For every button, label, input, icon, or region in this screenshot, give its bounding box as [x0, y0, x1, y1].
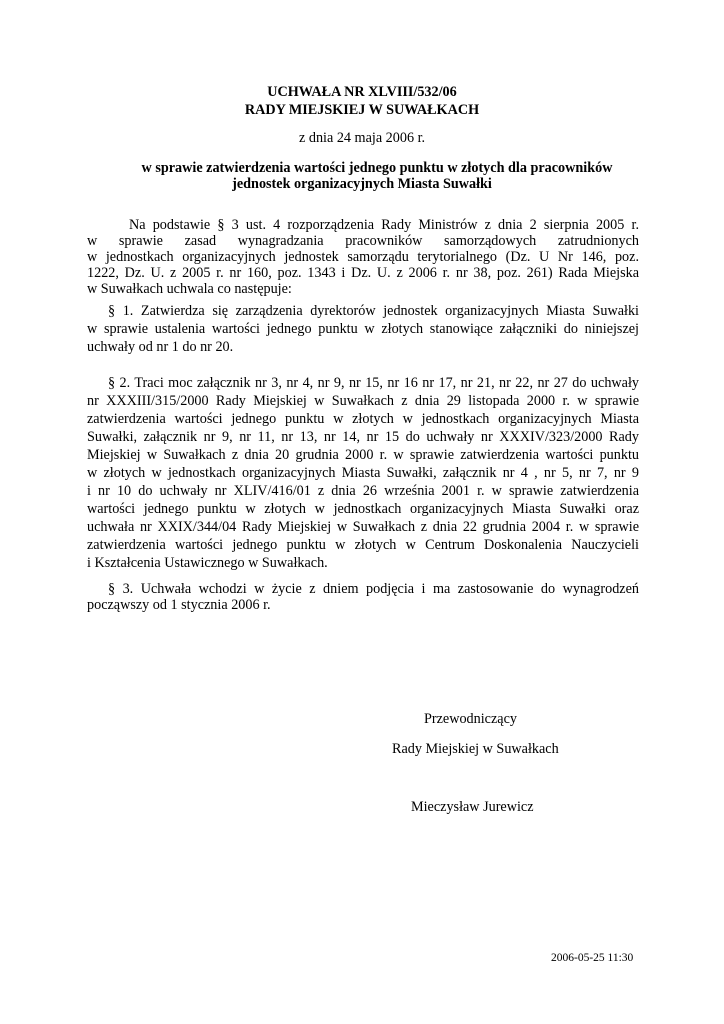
paragraph-2-line: zatwierdzenia wartości jednego punktu w złotych w jednostkach organizacyjnych Miasta	[87, 411, 639, 427]
paragraph-2-line: nr XXXIII/315/2000 Rady Miejskiej w Suwałkach z dnia 29 listopada 2000 r. w sprawie	[87, 393, 639, 409]
paragraph-1-line: w sprawie ustalenia wartości jednego punktu w złotych stanowiące załączniki do niniejszej	[87, 321, 639, 337]
paragraph-2-line: zatwierdzenia wartości jednego punktu w złotych w Centrum Doskonalenia Nauczycieli	[87, 537, 639, 553]
paragraph-2-line: uchwała nr XXIX/344/04 Rady Miejskiej w Suwałkach z dnia 22 grudnia 2004 r. w sprawie	[87, 519, 639, 535]
resolution-date: z dnia 24 maja 2006 r.	[299, 130, 426, 146]
resolution-subject-line1: w sprawie zatwierdzenia wartości jednego punktu w złotych dla pracowników	[141, 160, 613, 176]
resolution-title: UCHWAŁA NR XLVIII/532/06	[267, 84, 457, 100]
footer-timestamp: 2006-05-25 11:30	[551, 952, 634, 964]
preamble-line: w Suwałkach uchwala co następuje:	[87, 281, 292, 297]
paragraph-1-line: uchwały od nr 1 do nr 20.	[87, 339, 234, 355]
paragraph-2-line: Miejskiej w Suwałkach z dnia 20 grudnia 2000 r. w sprawie zatwierdzenia wartości punktu	[87, 447, 639, 463]
signature-role: Przewodniczący	[424, 711, 517, 727]
paragraph-2-line: Suwałki, załącznik nr 9, nr 11, nr 13, nr 14, nr 15 do uchwały nr XXXIV/323/2000 Rady	[87, 429, 639, 445]
paragraph-2-line: i nr 10 do uchwały nr XLIV/416/01 z dnia 26 września 2001 r. w sprawie zatwierdzenia	[87, 483, 639, 499]
paragraph-3-line: począwszy od 1 stycznia 2006 r.	[87, 597, 271, 613]
paragraph-1-line: § 1. Zatwierdza się zarządzenia dyrektorów jednostek organizacyjnych Miasta Suwałki	[108, 303, 639, 319]
signature-council: Rady Miejskiej w Suwałkach	[392, 741, 559, 757]
preamble-line: w jednostkach organizacyjnych jednostek samorządu terytorialnego (Dz. U Nr 146, poz.	[87, 249, 639, 265]
resolution-subject-line2: jednostek organizacyjnych Miasta Suwałki	[232, 176, 492, 192]
paragraph-2-line: § 2. Traci moc załącznik nr 3, nr 4, nr 9, nr 15, nr 16 nr 17, nr 21, nr 22, nr 27 do uchwały	[108, 375, 639, 391]
preamble-line: 1222, Dz. U. z 2005 r. nr 160, poz. 1343 i Dz. U. z 2006 r. nr 38, poz. 261) Rada Miejska	[87, 265, 639, 281]
signature-name: Mieczysław Jurewicz	[411, 799, 534, 815]
paragraph-2-line: wartości jednego punktu w złotych w jednostkach organizacyjnych Miasta Suwałki oraz	[87, 501, 639, 517]
paragraph-2-line: w złotych w jednostkach organizacyjnych Miasta Suwałki, załącznik nr 4 , nr 5, nr 7, nr 9	[87, 465, 639, 481]
preamble-line: Na podstawie § 3 ust. 4 rozporządzenia Rady Ministrów z dnia 2 sierpnia 2005 r.	[129, 217, 639, 233]
preamble-line: w sprawie zasad wynagradzania pracowników samorządowych zatrudnionych	[87, 233, 639, 249]
resolution-council: RADY MIEJSKIEJ W SUWAŁKACH	[244, 102, 480, 118]
paragraph-3-line: § 3. Uchwała wchodzi w życie z dniem podjęcia i ma zastosowanie do wynagrodzeń	[108, 581, 639, 597]
paragraph-2-line: i Kształcenia Ustawicznego w Suwałkach.	[87, 555, 328, 571]
